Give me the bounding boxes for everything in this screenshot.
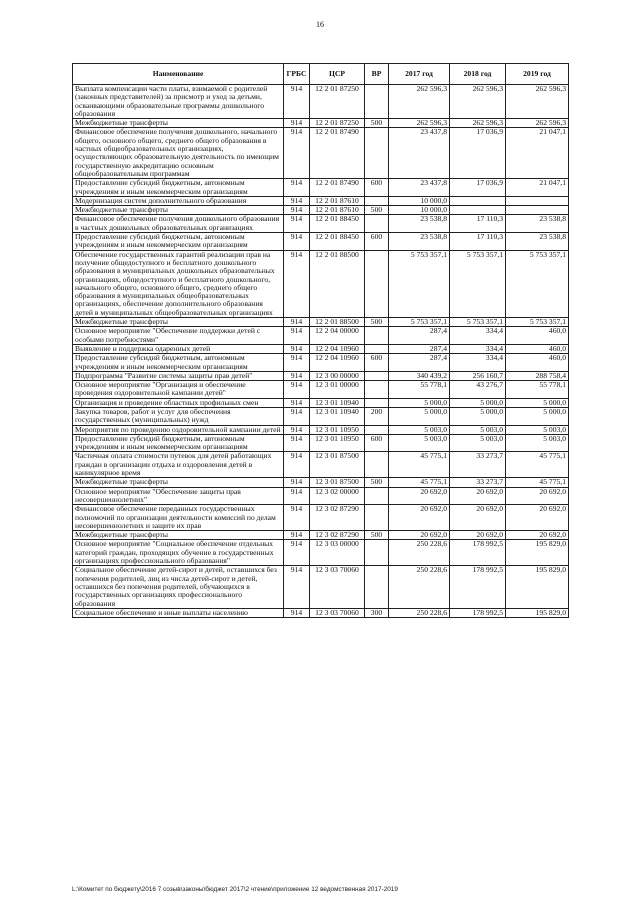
row-grbs-cell: 914 [284, 425, 310, 434]
row-vr-cell [365, 487, 389, 505]
row-grbs-cell: 914 [284, 206, 310, 215]
row-vr-cell [365, 505, 389, 531]
table-header-row [73, 64, 569, 85]
table-row [73, 85, 569, 119]
row-2019-cell: 262 596,3 [506, 85, 569, 119]
row-2017-cell: 250 228,6 [389, 608, 450, 617]
row-csr-cell: 12 2 01 87490 [310, 128, 365, 179]
row-csr-cell: 12 3 00 00000 [310, 371, 365, 380]
row-2019-cell: 262 596,3 [506, 119, 569, 128]
row-vr-cell [365, 371, 389, 380]
col-header-2019: 2019 год [506, 64, 569, 85]
row-2018-cell: 17 110,3 [450, 233, 506, 251]
table-row [73, 608, 569, 617]
row-csr-cell: 12 2 01 87610 [310, 196, 365, 205]
row-2018-cell: 20 692,0 [450, 531, 506, 540]
table-row [73, 119, 569, 128]
row-2019-cell: 55 778,1 [506, 381, 569, 399]
row-2017-cell: 55 778,1 [389, 381, 450, 399]
row-vr-cell: 500 [365, 531, 389, 540]
page-number: 16 [316, 20, 324, 29]
row-name-cell: Межбюджетные трансферты [73, 531, 284, 540]
row-2017-cell: 10 000,0 [389, 196, 450, 205]
row-2017-cell: 45 775,1 [389, 452, 450, 478]
row-grbs-cell: 914 [284, 540, 310, 566]
row-grbs-cell: 914 [284, 196, 310, 205]
col-header-name: Наименование [73, 64, 284, 85]
row-csr-cell: 12 2 01 87610 [310, 206, 365, 215]
row-vr-cell [365, 250, 389, 317]
row-grbs-cell: 914 [284, 487, 310, 505]
row-name-cell: Социальное обеспечение детей-сирот и детей, оставшихся без попечения родителей, лиц из числа детей-сирот и детей, оставшихся без попечения родителей, обучающихся в государственных организациях профессионального образования [73, 566, 284, 608]
row-vr-cell [365, 85, 389, 119]
row-2019-cell: 21 047,1 [506, 128, 569, 179]
table-row [73, 531, 569, 540]
row-csr-cell: 12 3 01 10950 [310, 425, 365, 434]
row-2017-cell: 262 596,3 [389, 85, 450, 119]
row-csr-cell: 12 3 01 10940 [310, 398, 365, 407]
row-vr-cell [365, 196, 389, 205]
row-2018-cell: 5 753 357,1 [450, 250, 506, 317]
row-vr-cell: 600 [365, 434, 389, 452]
row-2017-cell: 5 003,0 [389, 425, 450, 434]
row-vr-cell: 500 [365, 478, 389, 487]
col-header-grbs: ГРБС [284, 64, 310, 85]
row-grbs-cell: 914 [284, 344, 310, 353]
table-row [73, 179, 569, 197]
row-2017-cell: 23 538,8 [389, 233, 450, 251]
row-grbs-cell: 914 [284, 128, 310, 179]
row-2018-cell: 178 992,5 [450, 540, 506, 566]
row-name-cell: Основное мероприятие "Социальное обеспечение отдельных категорий граждан, проходящих обучение в государственных организациях профессионального образования" [73, 540, 284, 566]
row-grbs-cell: 914 [284, 398, 310, 407]
row-csr-cell: 12 2 01 87490 [310, 179, 365, 197]
table-row [73, 540, 569, 566]
row-csr-cell: 12 2 01 87250 [310, 119, 365, 128]
row-2018-cell [450, 206, 506, 215]
row-2019-cell: 460,0 [506, 354, 569, 372]
table-row [73, 566, 569, 608]
row-2018-cell: 334,4 [450, 327, 506, 345]
col-header-2018: 2018 год [450, 64, 506, 85]
row-csr-cell: 12 2 01 88450 [310, 233, 365, 251]
row-vr-cell [365, 327, 389, 345]
row-name-cell: Предоставление субсидий бюджетным, автономным учреждениям и иным некоммерческим организациям [73, 233, 284, 251]
row-2019-cell: 20 692,0 [506, 487, 569, 505]
row-2017-cell: 45 775,1 [389, 478, 450, 487]
row-grbs-cell: 914 [284, 318, 310, 327]
row-2019-cell: 195 829,0 [506, 608, 569, 617]
row-2017-cell: 5 000,0 [389, 407, 450, 425]
row-2018-cell: 5 003,0 [450, 425, 506, 434]
row-name-cell: Выявление и поддержка одаренных детей [73, 344, 284, 353]
table-row [73, 407, 569, 425]
row-2017-cell: 23 538,8 [389, 215, 450, 233]
row-grbs-cell: 914 [284, 608, 310, 617]
col-header-vr: ВР [365, 64, 389, 85]
row-2019-cell: 5 003,0 [506, 425, 569, 434]
row-2019-cell: 20 692,0 [506, 531, 569, 540]
col-header-2017: 2017 год [389, 64, 450, 85]
row-2019-cell: 5 000,0 [506, 398, 569, 407]
row-2019-cell: 5 753 357,1 [506, 318, 569, 327]
table-row [73, 371, 569, 380]
table-row [73, 398, 569, 407]
row-2018-cell: 5 000,0 [450, 407, 506, 425]
table-row [73, 206, 569, 215]
row-vr-cell [365, 381, 389, 399]
row-2017-cell: 287,4 [389, 327, 450, 345]
row-vr-cell [365, 128, 389, 179]
row-2018-cell [450, 196, 506, 205]
row-2017-cell: 340 439,2 [389, 371, 450, 380]
row-2017-cell: 262 596,3 [389, 119, 450, 128]
row-name-cell: Обеспечение государственных гарантий реализации прав на получение общедоступного и бесплатного дошкольного образования в муниципальных дошкольных образовательных организациях, общедоступного и бесплатного дошкольного, начального общего, основного общего, среднего общего образования в муниципальных общеобразовательных организациях, обеспечение дополнительного образования детей в муниципальных общеобразовательных организациях [73, 250, 284, 317]
row-2019-cell: 288 758,4 [506, 371, 569, 380]
row-name-cell: Мероприятия по проведению оздоровительной кампании детей [73, 425, 284, 434]
row-vr-cell: 600 [365, 233, 389, 251]
row-csr-cell: 12 2 04 00000 [310, 327, 365, 345]
row-grbs-cell: 914 [284, 531, 310, 540]
col-header-csr: ЦСР [310, 64, 365, 85]
row-grbs-cell: 914 [284, 179, 310, 197]
row-vr-cell [365, 425, 389, 434]
row-name-cell: Подпрограмма "Развитие системы защиты прав детей" [73, 371, 284, 380]
row-name-cell: Межбюджетные трансферты [73, 478, 284, 487]
row-2018-cell: 17 036,9 [450, 128, 506, 179]
row-2019-cell: 21 047,1 [506, 179, 569, 197]
row-2019-cell: 5 003,0 [506, 434, 569, 452]
row-name-cell: Организация и проведение областных профильных смен [73, 398, 284, 407]
row-2018-cell: 256 160,7 [450, 371, 506, 380]
row-2019-cell: 23 538,8 [506, 233, 569, 251]
row-2017-cell: 5 753 357,1 [389, 250, 450, 317]
row-grbs-cell: 914 [284, 233, 310, 251]
row-grbs-cell: 914 [284, 478, 310, 487]
row-2019-cell: 20 692,0 [506, 505, 569, 531]
table-row [73, 354, 569, 372]
row-2018-cell: 5 003,0 [450, 434, 506, 452]
row-grbs-cell: 914 [284, 381, 310, 399]
row-name-cell: Основное мероприятие "Обеспечение защиты прав несовершеннолетних" [73, 487, 284, 505]
table-row [73, 381, 569, 399]
row-vr-cell: 600 [365, 354, 389, 372]
row-grbs-cell: 914 [284, 407, 310, 425]
table-row [73, 196, 569, 205]
row-2018-cell: 262 596,3 [450, 119, 506, 128]
table-row [73, 452, 569, 478]
row-csr-cell: 12 3 02 87290 [310, 531, 365, 540]
row-csr-cell: 12 2 01 88500 [310, 318, 365, 327]
row-csr-cell: 12 3 02 87290 [310, 505, 365, 531]
row-csr-cell: 12 3 02 00000 [310, 487, 365, 505]
row-name-cell: Выплата компенсации части платы, взимаемой с родителей (законных представителей) за присмотр и уход за детьми, осваивающими образовательные программы дошкольного образования [73, 85, 284, 119]
row-csr-cell: 12 2 04 10960 [310, 354, 365, 372]
row-2019-cell: 45 775,1 [506, 452, 569, 478]
row-2018-cell: 5 753 357,1 [450, 318, 506, 327]
row-grbs-cell: 914 [284, 371, 310, 380]
row-2018-cell: 20 692,0 [450, 487, 506, 505]
row-vr-cell: 200 [365, 407, 389, 425]
row-vr-cell [365, 398, 389, 407]
table-row [73, 215, 569, 233]
row-grbs-cell: 914 [284, 327, 310, 345]
table-row [73, 425, 569, 434]
row-csr-cell: 12 3 01 00000 [310, 381, 365, 399]
row-name-cell: Основное мероприятие "Обеспечение поддержки детей с особыми потребностями" [73, 327, 284, 345]
row-grbs-cell: 914 [284, 452, 310, 478]
row-csr-cell: 12 3 03 70060 [310, 566, 365, 608]
row-grbs-cell: 914 [284, 85, 310, 119]
row-name-cell: Закупка товаров, работ и услуг для обеспечения государственных (муниципальных) нужд [73, 407, 284, 425]
table-row [73, 487, 569, 505]
row-2019-cell: 460,0 [506, 327, 569, 345]
row-2017-cell: 20 692,0 [389, 531, 450, 540]
row-2018-cell: 43 276,7 [450, 381, 506, 399]
row-2018-cell: 20 692,0 [450, 505, 506, 531]
table-row [73, 327, 569, 345]
row-grbs-cell: 914 [284, 566, 310, 608]
row-vr-cell: 500 [365, 318, 389, 327]
row-csr-cell: 12 2 01 87250 [310, 85, 365, 119]
row-grbs-cell: 914 [284, 119, 310, 128]
row-2019-cell: 460,0 [506, 344, 569, 353]
row-2017-cell: 10 000,0 [389, 206, 450, 215]
row-2019-cell: 195 829,0 [506, 566, 569, 608]
table-row [73, 478, 569, 487]
row-name-cell: Частичная оплата стоимости путевок для детей работающих граждан в организации отдыха и оздоровления детей в каникулярное время [73, 452, 284, 478]
row-csr-cell: 12 3 01 87500 [310, 478, 365, 487]
row-2019-cell: 45 775,1 [506, 478, 569, 487]
row-2017-cell: 5 003,0 [389, 434, 450, 452]
budget-table [72, 63, 569, 618]
row-name-cell: Социальное обеспечение и иные выплаты населению [73, 608, 284, 617]
row-vr-cell [365, 566, 389, 608]
row-name-cell: Финансовое обеспечение получения дошкольного, начального общего, основного общего, среднего общего образования в частных общеобразовательных организациях, осуществляющих образовательную деятельность по имеющим государственную аккредитацию основным общеобразовательным программам [73, 128, 284, 179]
row-2018-cell: 5 000,0 [450, 398, 506, 407]
table-row [73, 505, 569, 531]
row-2018-cell: 334,4 [450, 344, 506, 353]
row-2019-cell [506, 196, 569, 205]
row-2018-cell: 33 273,7 [450, 478, 506, 487]
row-csr-cell: 12 2 04 10960 [310, 344, 365, 353]
row-name-cell: Финансовое обеспечение получения дошкольного образования в частных дошкольных образовательных организациях [73, 215, 284, 233]
row-name-cell: Предоставление субсидий бюджетным, автономным учреждениям и иным некоммерческим организациям [73, 354, 284, 372]
file-path-footer: L:\Комитет по бюджету\2016 7 созыв\законы\бюджет 2017\2 чтение\приложение 12 ведомственная 2017-2019 [72, 886, 398, 893]
row-grbs-cell: 914 [284, 434, 310, 452]
row-2018-cell: 33 273,7 [450, 452, 506, 478]
row-grbs-cell: 914 [284, 505, 310, 531]
row-vr-cell [365, 215, 389, 233]
row-name-cell: Предоставление субсидий бюджетным, автономным учреждениям и иным некоммерческим организациям [73, 179, 284, 197]
row-name-cell: Модернизация систем дополнительного образования [73, 196, 284, 205]
row-csr-cell: 12 2 01 88500 [310, 250, 365, 317]
row-2017-cell: 287,4 [389, 354, 450, 372]
row-vr-cell: 600 [365, 179, 389, 197]
row-2017-cell: 250 228,6 [389, 566, 450, 608]
row-2019-cell: 5 753 357,1 [506, 250, 569, 317]
row-2018-cell: 17 036,9 [450, 179, 506, 197]
row-csr-cell: 12 3 01 10940 [310, 407, 365, 425]
row-2017-cell: 250 228,6 [389, 540, 450, 566]
row-2017-cell: 5 000,0 [389, 398, 450, 407]
table-row [73, 344, 569, 353]
row-2018-cell: 334,4 [450, 354, 506, 372]
row-2018-cell: 178 992,5 [450, 608, 506, 617]
row-2019-cell [506, 206, 569, 215]
row-csr-cell: 12 2 01 88450 [310, 215, 365, 233]
row-2017-cell: 23 437,8 [389, 179, 450, 197]
row-name-cell: Межбюджетные трансферты [73, 119, 284, 128]
row-csr-cell: 12 3 03 70060 [310, 608, 365, 617]
row-csr-cell: 12 3 01 10950 [310, 434, 365, 452]
row-2019-cell: 5 000,0 [506, 407, 569, 425]
row-vr-cell [365, 344, 389, 353]
row-vr-cell: 500 [365, 206, 389, 215]
row-2018-cell: 178 992,5 [450, 566, 506, 608]
row-2017-cell: 287,4 [389, 344, 450, 353]
row-grbs-cell: 914 [284, 354, 310, 372]
row-grbs-cell: 914 [284, 215, 310, 233]
table-row [73, 434, 569, 452]
row-name-cell: Межбюджетные трансферты [73, 318, 284, 327]
table-row [73, 128, 569, 179]
row-2018-cell: 17 110,3 [450, 215, 506, 233]
row-vr-cell: 300 [365, 608, 389, 617]
row-name-cell: Межбюджетные трансферты [73, 206, 284, 215]
row-name-cell: Основное мероприятие "Организация и обеспечение проведения оздоровительной кампании детей" [73, 381, 284, 399]
row-vr-cell [365, 540, 389, 566]
row-name-cell: Предоставление субсидий бюджетным, автономным учреждениям и иным некоммерческим организациям [73, 434, 284, 452]
table-row [73, 250, 569, 317]
row-vr-cell: 500 [365, 119, 389, 128]
row-vr-cell [365, 452, 389, 478]
table-row [73, 318, 569, 327]
row-2017-cell: 20 692,0 [389, 505, 450, 531]
row-name-cell: Финансовое обеспечение переданных государственных полномочий по организации деятельности комиссий по делам несовершеннолетних и защите их прав [73, 505, 284, 531]
row-2017-cell: 5 753 357,1 [389, 318, 450, 327]
row-2019-cell: 195 829,0 [506, 540, 569, 566]
row-grbs-cell: 914 [284, 250, 310, 317]
row-csr-cell: 12 3 03 00000 [310, 540, 365, 566]
row-2018-cell: 262 596,3 [450, 85, 506, 119]
row-2019-cell: 23 538,8 [506, 215, 569, 233]
row-2017-cell: 20 692,0 [389, 487, 450, 505]
table-row [73, 233, 569, 251]
row-csr-cell: 12 3 01 87500 [310, 452, 365, 478]
row-2017-cell: 23 437,8 [389, 128, 450, 179]
